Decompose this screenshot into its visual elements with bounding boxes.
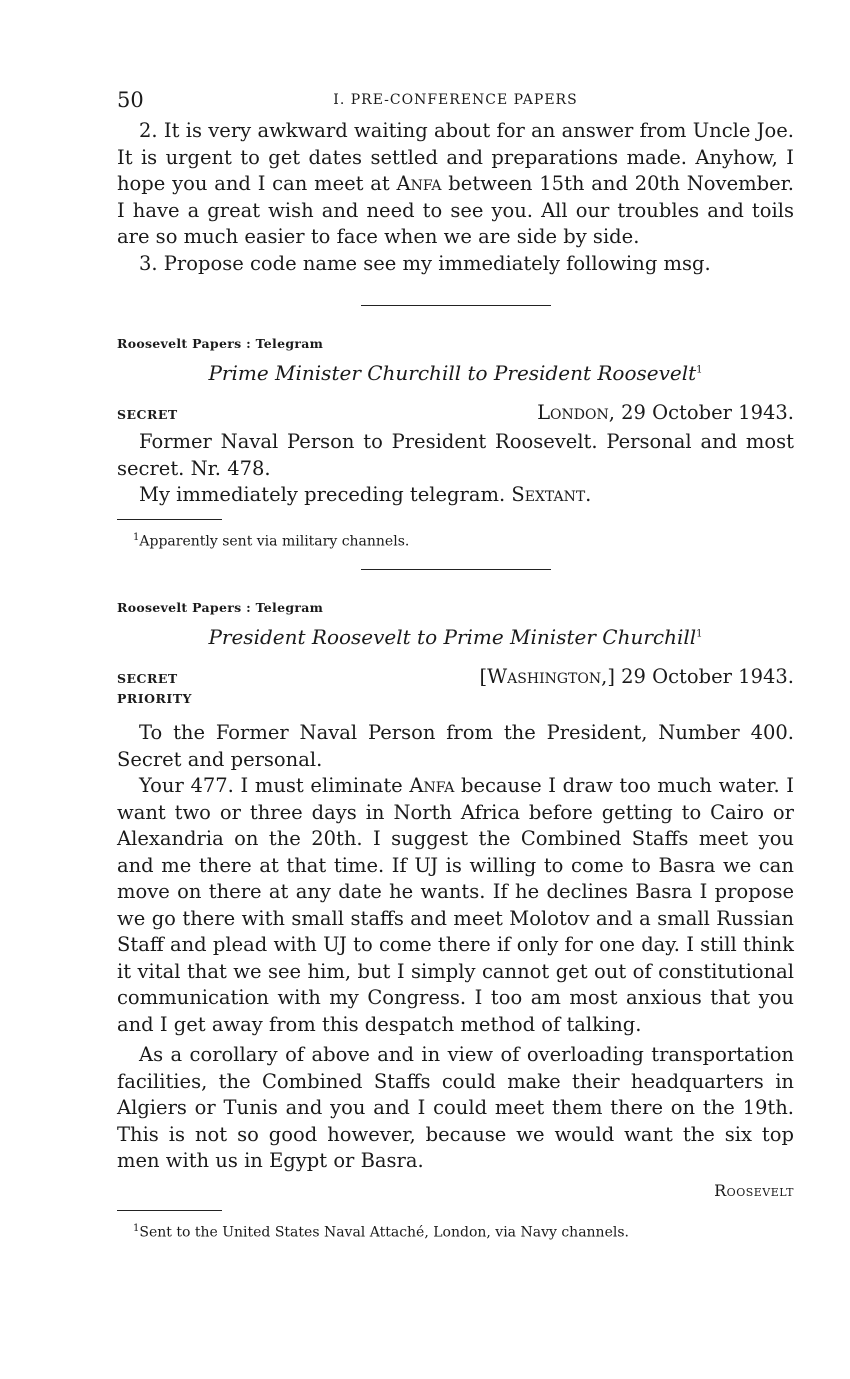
doc2-footnote-number: 1 [133, 1222, 140, 1234]
doc1-paragraph-1: Former Naval Person to President Roosevelt. Personal and most secret. Nr. 478. [117, 430, 794, 480]
doc2-footnote-text: Sent to the United States Naval Attaché, London, via Navy channels. [139, 1224, 629, 1241]
doc2-paragraph-2-text-a: Your 477. I must eliminate [139, 774, 410, 798]
doc1-footnote-number: 1 [133, 531, 140, 543]
doc2-title [117, 625, 794, 649]
doc1-title-text: Prime Minister Churchill to President Roosevelt [208, 361, 697, 385]
paragraph-2 [117, 118, 794, 251]
document-page [117, 82, 794, 1240]
footnote-rule [117, 519, 222, 520]
doc2-bracket-close: ,] [601, 665, 615, 689]
code-anfa: Anfa [409, 774, 455, 798]
doc1-footnote-mark: 1 [696, 364, 703, 376]
paragraph-3: 3. Propose code name see my immediately following msg. [139, 251, 711, 275]
running-head: I. PRE-CONFERENCE PAPERS [333, 92, 578, 108]
page-header [117, 82, 794, 118]
doc1-source: Roosevelt Papers : Telegram [117, 336, 324, 351]
doc1-footnote [117, 532, 794, 550]
doc2-footnote-mark: 1 [696, 628, 703, 640]
doc2-dateline [480, 665, 794, 688]
doc2-bracket-open: [ [479, 665, 488, 689]
doc1-paragraph-2 [117, 482, 794, 509]
section-divider [361, 305, 551, 306]
doc2-paragraph-3: As a corollary of above and in view of overloading transportation facilities, the Combined Staffs could make their headquarters in Algiers or Tunis and you and I could meet them there on the 19th. This is not so good however, because we would want the six top men with us in Egypt or Basra. [117, 1043, 794, 1173]
doc1-footnote-text: Apparently sent via military channels. [139, 533, 410, 550]
doc2-footnote [117, 1223, 794, 1241]
doc1-title [117, 361, 794, 385]
footnote-rule [117, 1210, 222, 1211]
code-anfa: Anfa [396, 172, 442, 195]
doc2-meta [117, 665, 794, 693]
doc2-place: Washington [487, 665, 602, 689]
paragraph-2-text-a: 2. It is very awkward waiting about for an answer from Uncle Joe. It is urgent to get dates settled and preparations made. Anyhow, I hope you and I can meet at [117, 119, 794, 195]
doc1-paragraph-2-text: My immediately preceding telegram. [139, 483, 512, 506]
page-number: 50 [117, 88, 144, 112]
doc1-place: London [537, 401, 609, 424]
signature: Roosevelt [714, 1180, 794, 1200]
doc1-classification: SECRET [117, 407, 178, 422]
section-divider [361, 569, 551, 570]
doc2-paragraph-2 [117, 773, 794, 1038]
doc1-dateline [537, 401, 794, 424]
doc2-paragraph-1: To the Former Naval Person from the President, Number 400. Secret and personal. [117, 721, 794, 771]
doc1-date: , 29 October 1943. [608, 401, 794, 424]
doc1-meta [117, 401, 794, 429]
doc2-paragraph-2-text-b: because I draw too much water. I want two or three days in North Africa before getting to Cairo or Alexandria on the 20th. I suggest the Combined Staffs meet you and me there at that time. If UJ is willing to come to Basra we can move on there at any date he wants. If he declines Basra I propose we go there with small staffs and meet Molotov and a small Russian Staff and plead with UJ to come there if only for one day. I still think it vital that we see him, but I simply cannot get out of constitutional communication with my Congress. I too am most anxious that you and I get away from this despatch method of talking. [117, 774, 794, 1036]
doc2-title-text: President Roosevelt to Prime Minister Churchill [208, 625, 697, 650]
doc2-classification: SECRET [117, 671, 178, 687]
code-sextant: Sextant. [511, 483, 592, 506]
doc2-source: Roosevelt Papers : Telegram [117, 600, 324, 616]
doc2-date: 29 October 1943. [614, 665, 794, 689]
doc2-priority: PRIORITY [117, 691, 192, 707]
paragraph-2-text-b: between 15th and 20th November. I have a great wish and need to see you. All our troubles and toils are so much easier to face when we are side by side. [117, 172, 794, 248]
